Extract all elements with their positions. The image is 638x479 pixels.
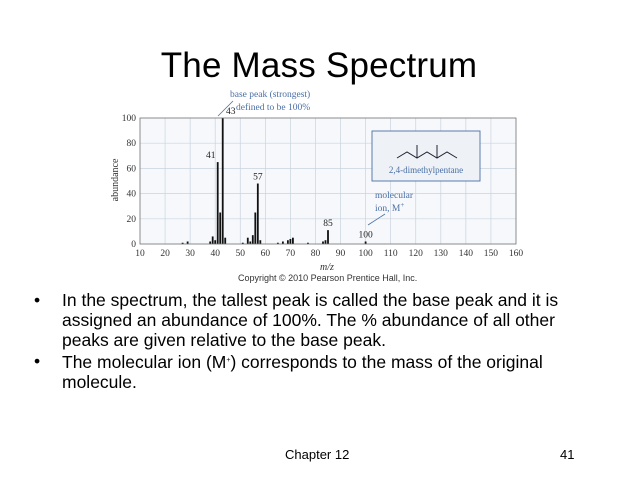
- peak-label: 100: [358, 230, 373, 241]
- y-tick-label: 0: [131, 240, 136, 250]
- peak-label: 41: [205, 151, 216, 162]
- x-tick-label: 40: [210, 249, 220, 259]
- bullet-list: [34, 290, 594, 392]
- peak-bar: [257, 184, 259, 244]
- x-tick-label: 130: [433, 249, 448, 259]
- peak-bar: [259, 240, 261, 244]
- x-tick-label: 140: [458, 249, 473, 259]
- peak-bar: [222, 118, 224, 244]
- base-peak-annotation-line-1: base peak (strongest): [230, 90, 311, 100]
- peak-bar: [217, 162, 219, 244]
- x-tick-label: 100: [358, 249, 373, 259]
- bullet-molecular-ion: [34, 351, 594, 392]
- x-tick-label: 80: [310, 249, 321, 259]
- x-tick-label: 110: [383, 249, 398, 259]
- peak-bar: [290, 239, 292, 244]
- footer-chapter: Chapter 12: [285, 447, 350, 462]
- bullet-dot-icon: •: [34, 351, 41, 371]
- peak-bar: [325, 240, 327, 244]
- bullet-text-start: The molecular ion (M: [62, 352, 227, 372]
- molecular-ion-annotation-line-2: ion, M+: [375, 201, 405, 214]
- peak-bar: [219, 213, 221, 245]
- y-axis-label: abundance: [110, 158, 121, 202]
- x-tick-label: 60: [260, 249, 271, 259]
- base-peak-annotation-line-2: defined to be 100%: [236, 103, 311, 113]
- peak-label: 57: [253, 172, 263, 183]
- peak-bar: [292, 238, 294, 244]
- x-tick-label: 160: [508, 249, 524, 259]
- bullet-dot-icon: •: [34, 290, 41, 310]
- bullet-base-peak: [34, 290, 594, 350]
- y-tick-label: 100: [121, 114, 136, 124]
- x-tick-label: 30: [185, 249, 195, 259]
- x-tick-label: 120: [408, 249, 423, 259]
- peak-bar: [287, 240, 289, 244]
- peak-bar: [247, 238, 249, 244]
- x-tick-label: 70: [285, 249, 296, 259]
- y-tick-label: 60: [126, 164, 136, 175]
- x-tick-labels: [135, 249, 523, 259]
- footer-page-number: 41: [560, 447, 575, 462]
- molecular-ion-annotation-line-1: molecular: [375, 191, 413, 201]
- peak-bar: [252, 235, 254, 244]
- peak-bar: [254, 213, 256, 245]
- x-tick-label: 150: [483, 249, 499, 259]
- peak-bar: [212, 236, 214, 244]
- peak-bar: [214, 240, 216, 244]
- bullet-text: In the spectrum, the tallest peak is called the base peak and it is assigned an abundance of 100%. The % abundance of all other peaks are given relative to the base peak.: [62, 290, 559, 350]
- y-tick-labels: [122, 114, 137, 250]
- peak-bar: [327, 230, 329, 244]
- y-tick-label: 80: [126, 139, 136, 150]
- x-tick-label: 90: [335, 249, 346, 259]
- y-tick-label: 20: [126, 214, 136, 225]
- x-tick-label: 20: [160, 249, 170, 259]
- y-tick-label: 40: [126, 189, 136, 200]
- bullet-text-end: ) corresponds to the mass of the original molecule.: [62, 352, 543, 392]
- x-axis-label: m/z: [320, 262, 334, 273]
- peak-label: 85: [323, 219, 333, 230]
- x-tick-label: 50: [235, 249, 246, 259]
- slide-title: The Mass Spectrum: [160, 46, 478, 85]
- peak-bar: [224, 238, 226, 244]
- copyright-notice: Copyright © 2010 Pearson Prentice Hall, Inc.: [238, 273, 418, 283]
- compound-name: 2,4-dimethylpentane: [388, 165, 464, 175]
- x-tick-label: 10: [135, 249, 145, 259]
- superscript-plus: +: [226, 357, 231, 364]
- peak-label: 43: [225, 107, 236, 117]
